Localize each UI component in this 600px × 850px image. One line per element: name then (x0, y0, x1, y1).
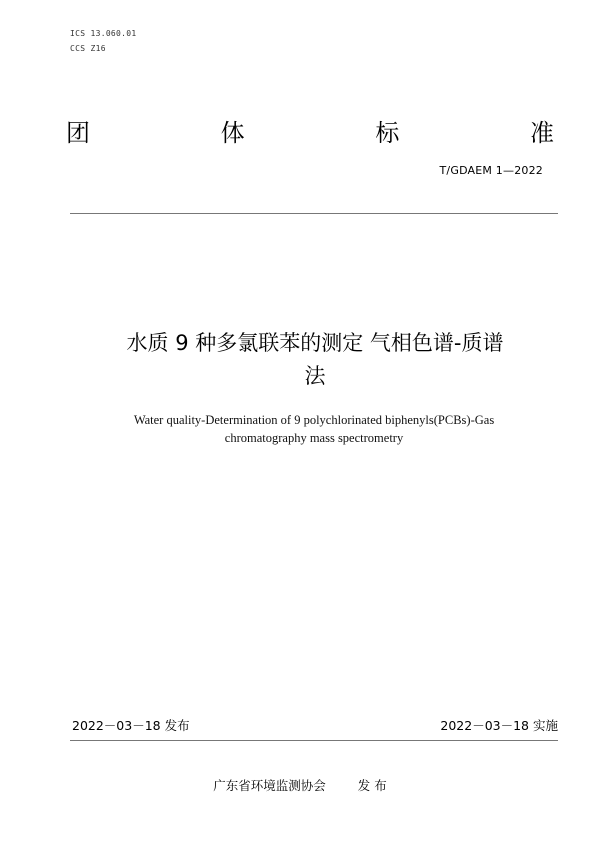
english-title-line-1: Water quality-Determination of 9 polychlorinated biphenyls(PCBs)-Gas (133, 413, 495, 427)
publish-date: 2022－03－18 发布 (72, 718, 190, 733)
doc-type-char-4: 准 (529, 119, 554, 147)
top-divider (70, 213, 558, 214)
issuer-name: 广东省环境监测协会 (213, 778, 326, 793)
ccs-code: CCS Z16 (70, 44, 106, 53)
doc-type-char-3: 标 (375, 119, 400, 147)
chinese-title-line-2: 法 (304, 364, 326, 388)
issuer-line (0, 776, 600, 794)
document-type-heading (66, 113, 554, 148)
bottom-divider (70, 740, 558, 741)
ics-code: ICS 13.060.01 (70, 29, 137, 38)
standard-number: T/GDAEM 1—2022 (439, 164, 543, 177)
implement-date: 2022－03－18 实施 (440, 718, 558, 733)
doc-type-char-1: 团 (66, 119, 90, 147)
chinese-title (60, 327, 570, 393)
english-title (70, 411, 558, 447)
english-title-line-2: chromatography mass spectrometry (224, 431, 404, 445)
doc-type-char-2: 体 (220, 119, 245, 147)
chinese-title-line-1: 水质 9 种多氯联苯的测定 气相色谱-质谱 (126, 331, 504, 355)
issuer-action: 发 布 (357, 778, 387, 793)
